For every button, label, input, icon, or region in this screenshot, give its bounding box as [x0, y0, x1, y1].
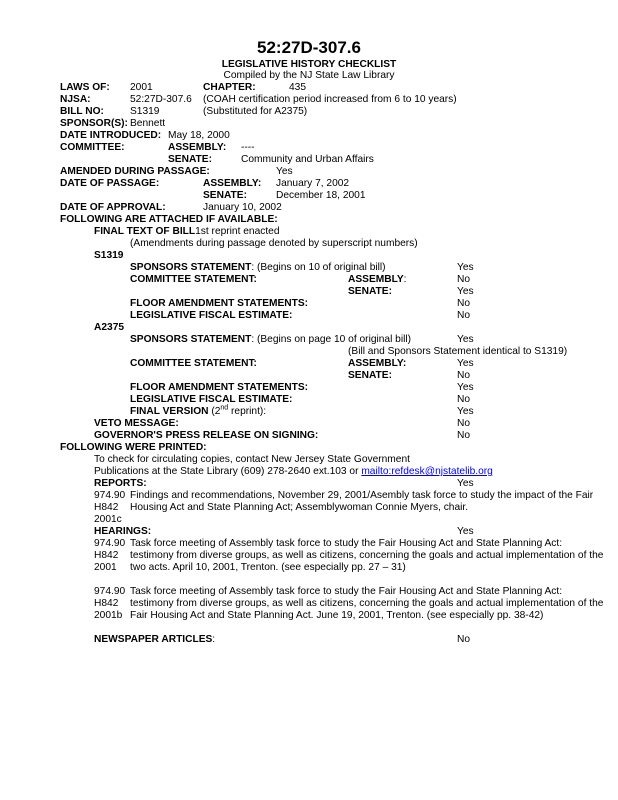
hearings-value: Yes — [457, 526, 474, 537]
passage-assembly-value: January 7, 2002 — [276, 178, 350, 189]
a2375-committee-assembly-label: ASSEMBLY: — [348, 358, 407, 369]
report1-line-2: Housing Act and State Planning Act; Assemblywoman Connie Myers, chair. — [130, 502, 469, 513]
report1-line-1: Findings and recommendations, November 29, 2001/Asembly task force to study the impact of the Fair — [130, 490, 594, 501]
s1319-committee-assembly-label: ASSEMBLY — [348, 274, 404, 285]
date-introduced-value: May 18, 2000 — [168, 130, 230, 141]
passage-assembly-label: ASSEMBLY: — [203, 178, 262, 189]
s1319-sponsors-row — [130, 262, 386, 274]
a2375-sponsors-label: SPONSORS STATEMENT — [130, 334, 252, 345]
sponsors-label: SPONSOR(S): — [60, 118, 128, 129]
s1319-committee-assembly-value: No — [457, 274, 471, 285]
passage-senate-value: December 18, 2001 — [276, 190, 366, 201]
s1319-committee-assembly-row: ASSEMBLY: — [348, 274, 407, 285]
njsa-description: (COAH certification period increased from 6 to 10 years) — [203, 94, 457, 105]
newspaper-value: No — [457, 634, 471, 645]
hearing1-call-number-1: 974.90 — [94, 538, 126, 549]
hearing2-call-number-2: H842 — [94, 598, 119, 609]
chapter-value: 435 — [289, 82, 306, 93]
chapter-label: CHAPTER: — [203, 82, 256, 93]
a2375-sponsors-row — [130, 334, 411, 346]
s1319-sponsors-note: : (Begins on 10 of original bill) — [251, 262, 386, 273]
press-release-label: GOVERNOR'S PRESS RELEASE ON SIGNING: — [94, 430, 319, 441]
committee-assembly-value: ---- — [241, 142, 255, 153]
reports-value: Yes — [457, 478, 474, 489]
committee-label: COMMITTEE: — [60, 142, 125, 153]
hearing2-line-1: Task force meeting of Assembly task force to study the Fair Housing Act and State Planning Act: — [130, 586, 563, 597]
newspaper-colon: : — [212, 634, 216, 645]
date-of-approval-label: DATE OF APPROVAL: — [60, 202, 166, 213]
passage-senate-label: SENATE: — [203, 190, 247, 201]
laws-of-value: 2001 — [130, 82, 153, 93]
bill-no-description: (Substituted for A2375) — [203, 106, 308, 117]
hearing1-call-number-2: H842 — [94, 550, 119, 561]
s1319-fiscal-label: LEGISLATIVE FISCAL ESTIMATE: — [130, 310, 293, 321]
a2375-final-version-row — [130, 406, 266, 418]
press-release-value: No — [457, 430, 471, 441]
s1319-label: S1319 — [94, 250, 124, 261]
a2375-final-pre: (2 — [208, 406, 221, 417]
a2375-final-version-label: FINAL VERSION — [130, 406, 209, 417]
njsa-value: 52:27D-307.6 — [130, 94, 192, 105]
compiled-by: Compiled by the NJ State Law Library — [223, 70, 395, 81]
veto-value: No — [457, 418, 471, 429]
check-line-2 — [94, 466, 493, 478]
veto-label: VETO MESSAGE: — [94, 418, 179, 429]
refdesk-email-link[interactable]: mailto:refdesk@njstatelib.org — [361, 466, 493, 477]
bill-no-value: S1319 — [130, 106, 160, 117]
final-text-row — [94, 226, 280, 238]
check-line-2-text: Publications at the State Library (609) 278-2640 ext.103 or — [94, 466, 362, 477]
report1-call-number-1: 974.90 — [94, 490, 126, 501]
a2375-label: A2375 — [94, 322, 125, 333]
date-introduced-label: DATE INTRODUCED: — [60, 130, 162, 141]
s1319-sponsors-label: SPONSORS STATEMENT — [130, 262, 252, 273]
a2375-committee-assembly-value: Yes — [457, 358, 474, 369]
committee-assembly-label: ASSEMBLY: — [168, 142, 227, 153]
hearing1-call-number-3: 2001 — [94, 562, 117, 573]
page-title: 52:27D-307.6 — [257, 38, 361, 57]
s1319-floor-label: FLOOR AMENDMENT STATEMENTS: — [130, 298, 309, 309]
s1319-committee-senate-value: Yes — [457, 286, 474, 297]
a2375-committee-senate-value: No — [457, 370, 471, 381]
hearing1-line-2: testimony from diverse groups, as well as citizens, concerning the goals and actual implementation of the — [130, 550, 604, 561]
hearing1-line-1: Task force meeting of Assembly task force to study the Fair Housing Act and State Planning Act: — [130, 538, 563, 549]
final-text-value: 1st reprint enacted — [195, 226, 280, 237]
a2375-final-post: reprint): — [228, 406, 267, 417]
a2375-sponsors-value: Yes — [457, 334, 474, 345]
amended-label: AMENDED DURING PASSAGE: — [60, 166, 210, 177]
hearing2-call-number-3: 2001b — [94, 610, 123, 621]
s1319-committee-senate-label: SENATE: — [348, 286, 392, 297]
committee-senate-value: Community and Urban Affairs — [241, 154, 374, 165]
s1319-sponsors-value: Yes — [457, 262, 474, 273]
a2375-committee-senate-label: SENATE: — [348, 370, 392, 381]
amended-value: Yes — [276, 166, 293, 177]
hearing2-call-number-1: 974.90 — [94, 586, 126, 597]
bill-no-label: BILL NO: — [60, 106, 104, 117]
a2375-final-sup: nd — [220, 404, 229, 412]
committee-senate-label: SENATE: — [168, 154, 212, 165]
check-line-1: To check for circulating copies, contact New Jersey State Government — [94, 454, 410, 465]
laws-of-label: LAWS OF: — [60, 82, 110, 93]
date-of-passage-label: DATE OF PASSAGE: — [60, 178, 160, 189]
a2375-final-version-value: Yes — [457, 406, 474, 417]
s1319-committee-label: COMMITTEE STATEMENT: — [130, 274, 257, 285]
hearing2-line-2: testimony from diverse groups, as well as citizens, concerning the goals and actual implementation of the — [130, 598, 604, 609]
printed-heading: FOLLOWING WERE PRINTED: — [60, 442, 207, 453]
a2375-committee-label: COMMITTEE STATEMENT: — [130, 358, 257, 369]
sponsors-value: Bennett — [130, 118, 166, 129]
hearing1-line-3: two acts. April 10, 2001, Trenton. (see especially pp. 27 – 31) — [130, 562, 406, 573]
a2375-floor-value: Yes — [457, 382, 474, 393]
a2375-sponsors-note: : (Begins on page 10 of original bill) — [251, 334, 412, 345]
final-text-label: FINAL TEXT OF BILL — [94, 226, 196, 237]
njsa-label: NJSA: — [60, 94, 91, 105]
date-of-approval-value: January 10, 2002 — [203, 202, 282, 213]
report1-call-number-2: H842 — [94, 502, 119, 513]
attached-heading: FOLLOWING ARE ATTACHED IF AVAILABLE: — [60, 214, 278, 225]
newspaper-row — [94, 634, 215, 646]
report1-call-number-3: 2001c — [94, 514, 122, 525]
newspaper-label: NEWSPAPER ARTICLES — [94, 634, 213, 645]
s1319-floor-value: No — [457, 298, 471, 309]
a2375-fiscal-label: LEGISLATIVE FISCAL ESTIMATE: — [130, 394, 293, 405]
a2375-floor-label: FLOOR AMENDMENT STATEMENTS: — [130, 382, 309, 393]
hearing2-line-3: Fair Housing Act and State Planning Act. June 19, 2001, Trenton. (see especially pp. 38-42) — [130, 610, 544, 621]
a2375-sponsors-extra: (Bill and Sponsors Statement identical to S1319) — [348, 346, 568, 357]
a2375-fiscal-value: No — [457, 394, 471, 405]
reports-label: REPORTS: — [94, 478, 147, 489]
hearings-label: HEARINGS: — [94, 526, 152, 537]
s1319-fiscal-value: No — [457, 310, 471, 321]
final-text-note: (Amendments during passage denoted by superscript numbers) — [130, 238, 418, 249]
checklist-heading: LEGISLATIVE HISTORY CHECKLIST — [221, 59, 397, 70]
